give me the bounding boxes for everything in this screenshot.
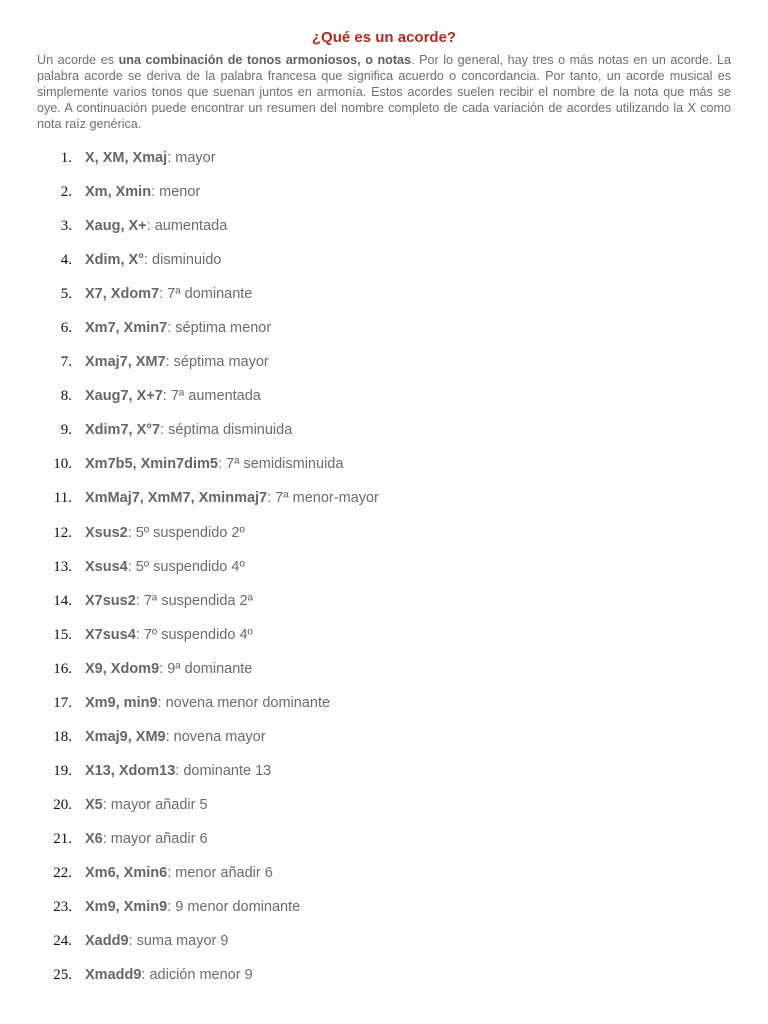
chord-list-item [0,793,768,827]
chord-description: : mayor [167,150,216,166]
chord-text [85,827,208,851]
chord-text [85,384,261,408]
chord-description: : 7ª semidisminuida [217,456,344,473]
chord-list-item [0,452,768,486]
chord-list-item [0,214,768,248]
chord-number: 15. [53,626,72,643]
chord-names: X, XM, Xmaj [85,150,168,166]
chord-list-item [0,759,768,793]
chord-names: Xsus4 [85,558,128,575]
chord-number: 16. [53,660,72,677]
chord-number: 3. [60,218,72,235]
chord-names: Xm, Xmin [85,184,152,201]
chord-text [85,350,269,374]
chord-number: 22. [53,864,72,881]
chord-description: : 7ª dominante [159,286,253,303]
chord-description: : 7ª aumentada [162,388,261,405]
chord-description: : menor añadir 6 [167,864,273,881]
chord-number: 11. [53,490,72,507]
chord-names: X13, Xdom13 [85,762,176,779]
chord-number: 10. [53,456,72,473]
chord-description: : 9ª dominante [159,660,253,677]
chord-text [85,146,216,170]
page-title: ¿Qué es un acorde? [311,29,457,46]
chord-text [85,555,245,579]
chord-text [85,282,252,306]
chord-number: 23. [53,899,72,916]
intro-text-rest: . Por lo general, hay tres o más notas en un acorde. La palabra acorde se deriva de la palabra francesa que significa acuerdo o concordancia. Por tanto, un acorde musical es simplemente varios tonos que suenan juntos en armonía. Estos acordes suelen recibir el nombre de la nota que más se oye. A continuación puede encontrar un resumen del nombre completo de cada variación de acordes utilizando la X como nota raíz genérica. [37,53,731,131]
chord-list-item [0,657,768,691]
chord-number: 21. [53,830,72,847]
chord-names: X7sus2 [85,592,136,609]
chord-list-item [0,555,768,589]
chord-text [85,861,273,885]
chord-number: 8. [60,388,72,405]
chord-description: : adición menor 9 [141,967,253,984]
chord-text [85,963,253,987]
chord-list-item [0,248,768,282]
chord-number: 13. [53,558,72,575]
chord-text [85,691,330,715]
chord-number: 1. [60,150,72,166]
chord-names: Xmaj9, XM9 [85,728,166,745]
intro-paragraph [37,52,731,132]
chord-text [85,623,253,647]
chord-description: : dominante 13 [175,762,272,779]
chord-list-item [0,623,768,657]
chord-names: Xadd9 [85,933,129,950]
chord-text [85,214,227,238]
chord-list-item [0,486,768,520]
intro-bold-definition: una combinación de tonos armoniosos, o notas [118,53,412,67]
chord-names: X5 [85,796,103,813]
chord-number: 9. [60,422,72,439]
chord-number: 18. [53,728,72,745]
chord-list-item [0,384,768,418]
chord-description: : 5º suspendido 4º [127,558,245,575]
chord-text [85,248,221,272]
chord-description: : 9 menor dominante [167,899,301,916]
chord-text [85,895,300,919]
chord-list-item [0,521,768,555]
chord-names: Xm9, min9 [85,694,158,711]
chord-list-item [0,316,768,350]
chord-names: Xm6, Xmin6 [85,864,168,881]
chord-description: : séptima menor [167,320,272,337]
chord-names: Xdim7, X°7 [85,422,161,439]
chord-list-item [0,725,768,759]
chord-description: : 7ª menor-mayor [267,490,379,507]
chord-list-item [0,929,768,963]
chord-names: X7sus4 [85,626,136,643]
chord-list-item [0,180,768,214]
chord-names: Xmadd9 [85,967,142,984]
chord-description: : menor [151,184,201,201]
chord-list-item [0,350,768,384]
chord-text [85,452,343,476]
chord-names: Xsus2 [85,524,128,541]
chord-text [85,486,379,510]
chord-description: : suma mayor 9 [128,933,229,950]
chord-text [85,180,200,204]
chord-names: Xm7, Xmin7 [85,320,168,337]
chord-list-item [0,827,768,861]
chord-text [85,316,271,340]
chord-description: : novena menor dominante [157,694,331,711]
chord-description: : disminuido [143,252,222,269]
chord-number: 7. [60,354,72,371]
chord-list-item [0,282,768,316]
chord-description: : 7ª suspendida 2ª [135,592,253,609]
chord-text [85,418,292,442]
chord-names: X9, Xdom9 [85,660,160,677]
chord-list [0,146,768,997]
chord-text [85,521,245,545]
chord-list-item [0,146,768,180]
intro-text-start: Un acorde es [37,53,119,67]
chord-list-item [0,861,768,895]
chord-description: : séptima disminuida [160,422,293,439]
chord-names: Xm7b5, Xmin7dim5 [85,456,218,473]
chord-names: Xm9, Xmin9 [85,899,168,916]
chord-number: 17. [53,694,72,711]
chord-description: : 7º suspendido 4º [135,626,253,643]
chord-number: 20. [53,796,72,813]
chord-number: 6. [60,320,72,337]
chord-text [85,657,252,681]
chord-text [85,589,253,613]
chord-list-item [0,691,768,725]
chord-description: : 5º suspendido 2º [127,524,245,541]
chord-description: : novena mayor [165,728,266,745]
chord-names: XmMaj7, XmM7, Xminmaj7 [85,490,268,507]
chord-number: 4. [60,252,72,269]
chord-names: Xdim, X° [85,252,144,269]
chord-description: : séptima mayor [165,354,269,371]
chord-list-item [0,418,768,452]
chord-text [85,929,228,953]
chord-list-item [0,589,768,623]
chord-list-item [0,963,768,997]
chord-names: Xaug7, X+7 [85,388,163,405]
chord-text [85,759,271,783]
chord-number: 12. [53,524,72,541]
chord-text [85,793,208,817]
chord-number: 14. [53,592,72,609]
chord-number: 2. [60,184,72,201]
chord-names: Xaug, X+ [85,218,147,235]
chord-text [85,725,266,749]
chord-list-item [0,895,768,929]
chord-names: X6 [85,830,103,847]
chord-number: 25. [53,967,72,984]
chord-description: : mayor añadir 5 [102,796,208,813]
chord-description: : mayor añadir 6 [102,830,208,847]
chord-number: 19. [53,762,72,779]
chord-description: : aumentada [146,218,228,235]
chord-number: 5. [60,286,72,303]
chord-names: Xmaj7, XM7 [85,354,166,371]
chord-number: 24. [53,933,72,950]
chord-names: X7, Xdom7 [85,286,160,303]
